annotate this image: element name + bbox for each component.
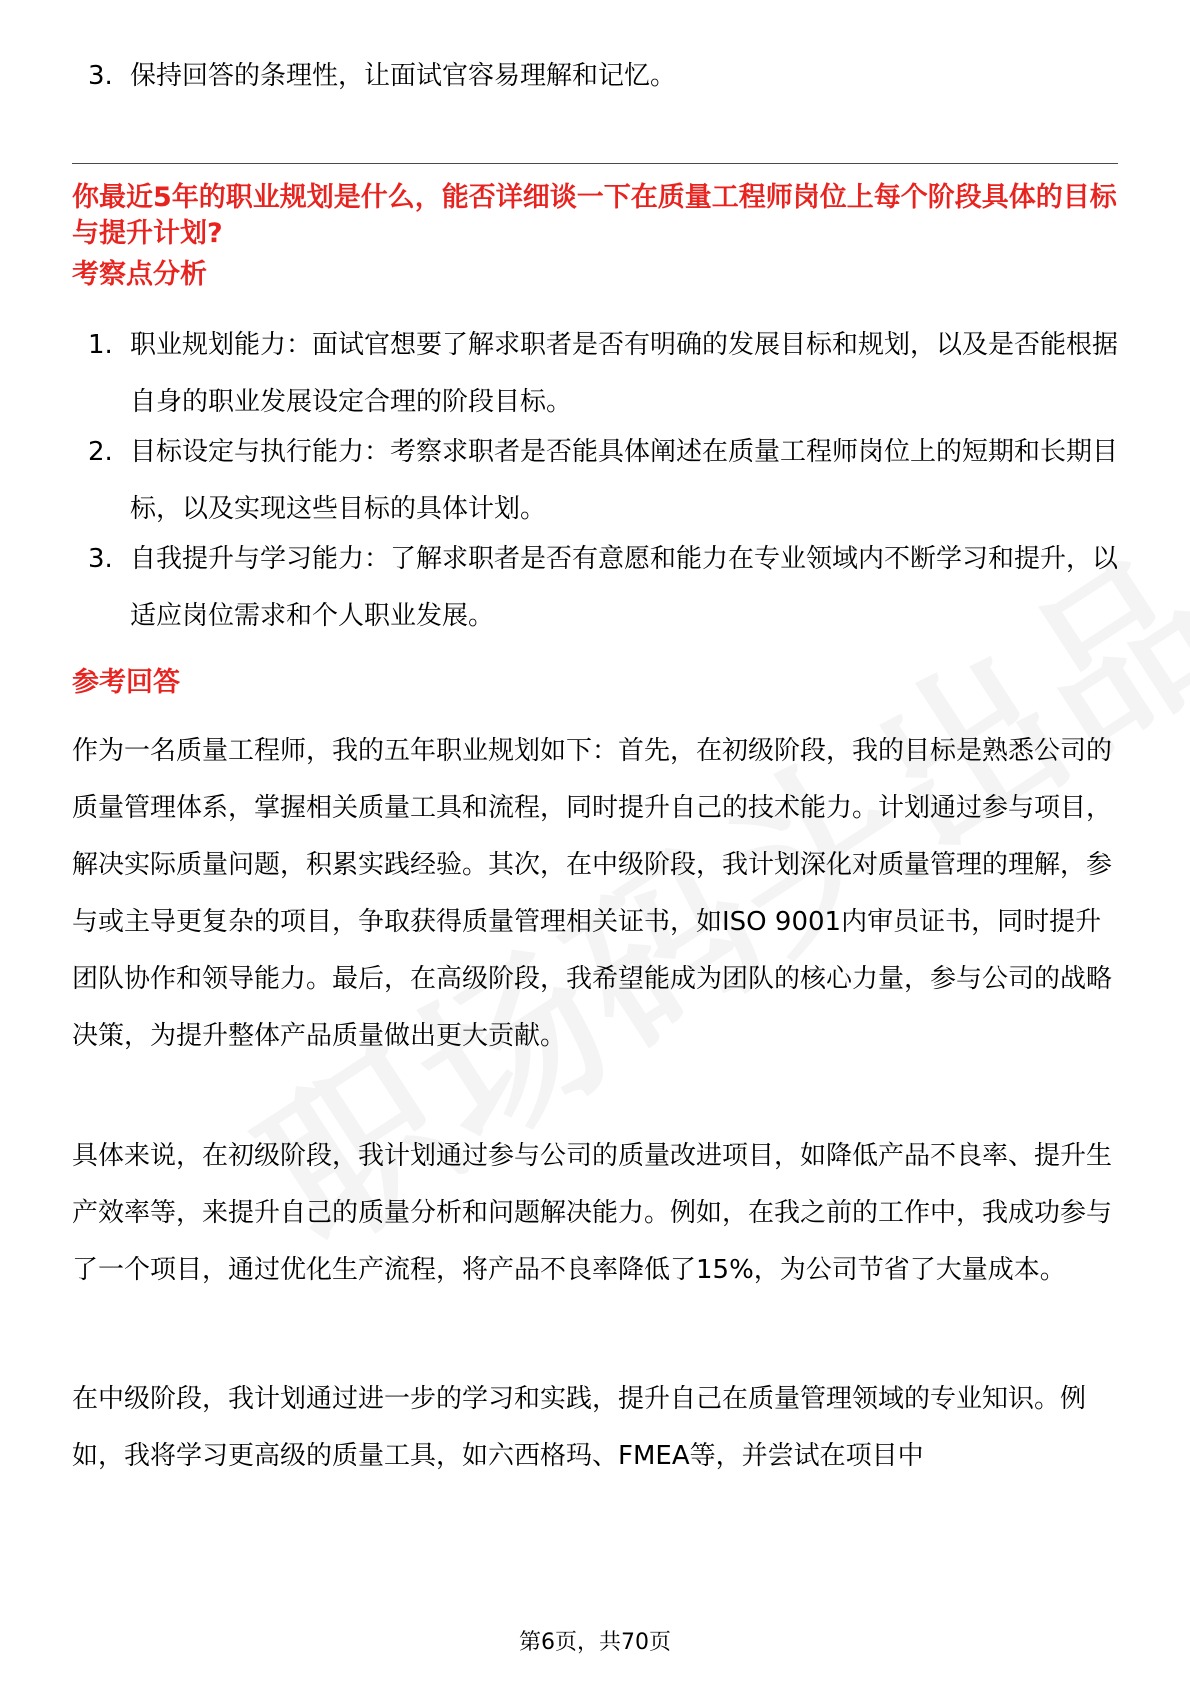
list-item [88, 531, 1118, 645]
list-item [88, 48, 1118, 105]
list-text: 自我提升与学习能力：了解求职者是否有意愿和能力在专业领域内不断学习和提升，以适应岗位需求和个人职业发展。 [130, 544, 1119, 631]
list-number: 1. [88, 330, 113, 360]
list-number: 3. [88, 544, 113, 574]
answer-paragraph: 作为一名质量工程师，我的五年职业规划如下：首先，在初级阶段，我的目标是熟悉公司的质量管理体系，掌握相关质量工具和流程，同时提升自己的技术能力。计划通过参与项目，解决实际质量问题，积累实践经验。其次，在中级阶段，我计划深化对质量管理的理解，参与或主导更复杂的项目，争取获得质量管理相关证书，如ISO 9001内审员证书，同时提升团队协作和领导能力。最后，在高级阶段，我希望能成为团队的核心力量，参与公司的战略决策，为提升整体产品质量做出更大贡献。 [72, 736, 1113, 1051]
list-text: 职业规划能力：面试官想要了解求职者是否有明确的发展目标和规划，以及是否能根据自身的职业发展设定合理的阶段目标。 [130, 330, 1119, 417]
answer-paragraph: 具体来说，在初级阶段，我计划通过参与公司的质量改进项目，如降低产品不良率、提升生产效率等，来提升自己的质量分析和问题解决能力。例如，在我之前的工作中，我成功参与了一个项目，通过优化生产流程，将产品不良率降低了15%，为公司节省了大量成本。 [72, 1141, 1113, 1285]
list-item [88, 317, 1118, 431]
answer-heading: 参考回答 [72, 667, 180, 698]
answer-paragraph: 在中级阶段，我计划通过进一步的学习和实践，提升自己在质量管理领域的专业知识。例如，我将学习更高级的质量工具，如六西格玛、FMEA等，并尝试在项目中 [72, 1384, 1087, 1471]
page-footer: 第6页，共70页 [519, 1630, 671, 1655]
list-item [88, 424, 1118, 538]
list-number: 2. [88, 437, 113, 467]
list-text: 保持回答的条理性，让面试官容易理解和记忆。 [130, 61, 677, 91]
analysis-heading: 考察点分析 [72, 259, 207, 290]
list-text: 目标设定与执行能力：考察求职者是否能具体阐述在质量工程师岗位上的短期和长期目标，以及实现这些目标的具体计划。 [130, 437, 1119, 524]
section-divider [72, 163, 1118, 164]
list-number: 3. [88, 61, 113, 91]
question-title: 你最近5年的职业规划是什么，能否详细谈一下在质量工程师岗位上每个阶段具体的目标与提升计划? [72, 182, 1117, 249]
